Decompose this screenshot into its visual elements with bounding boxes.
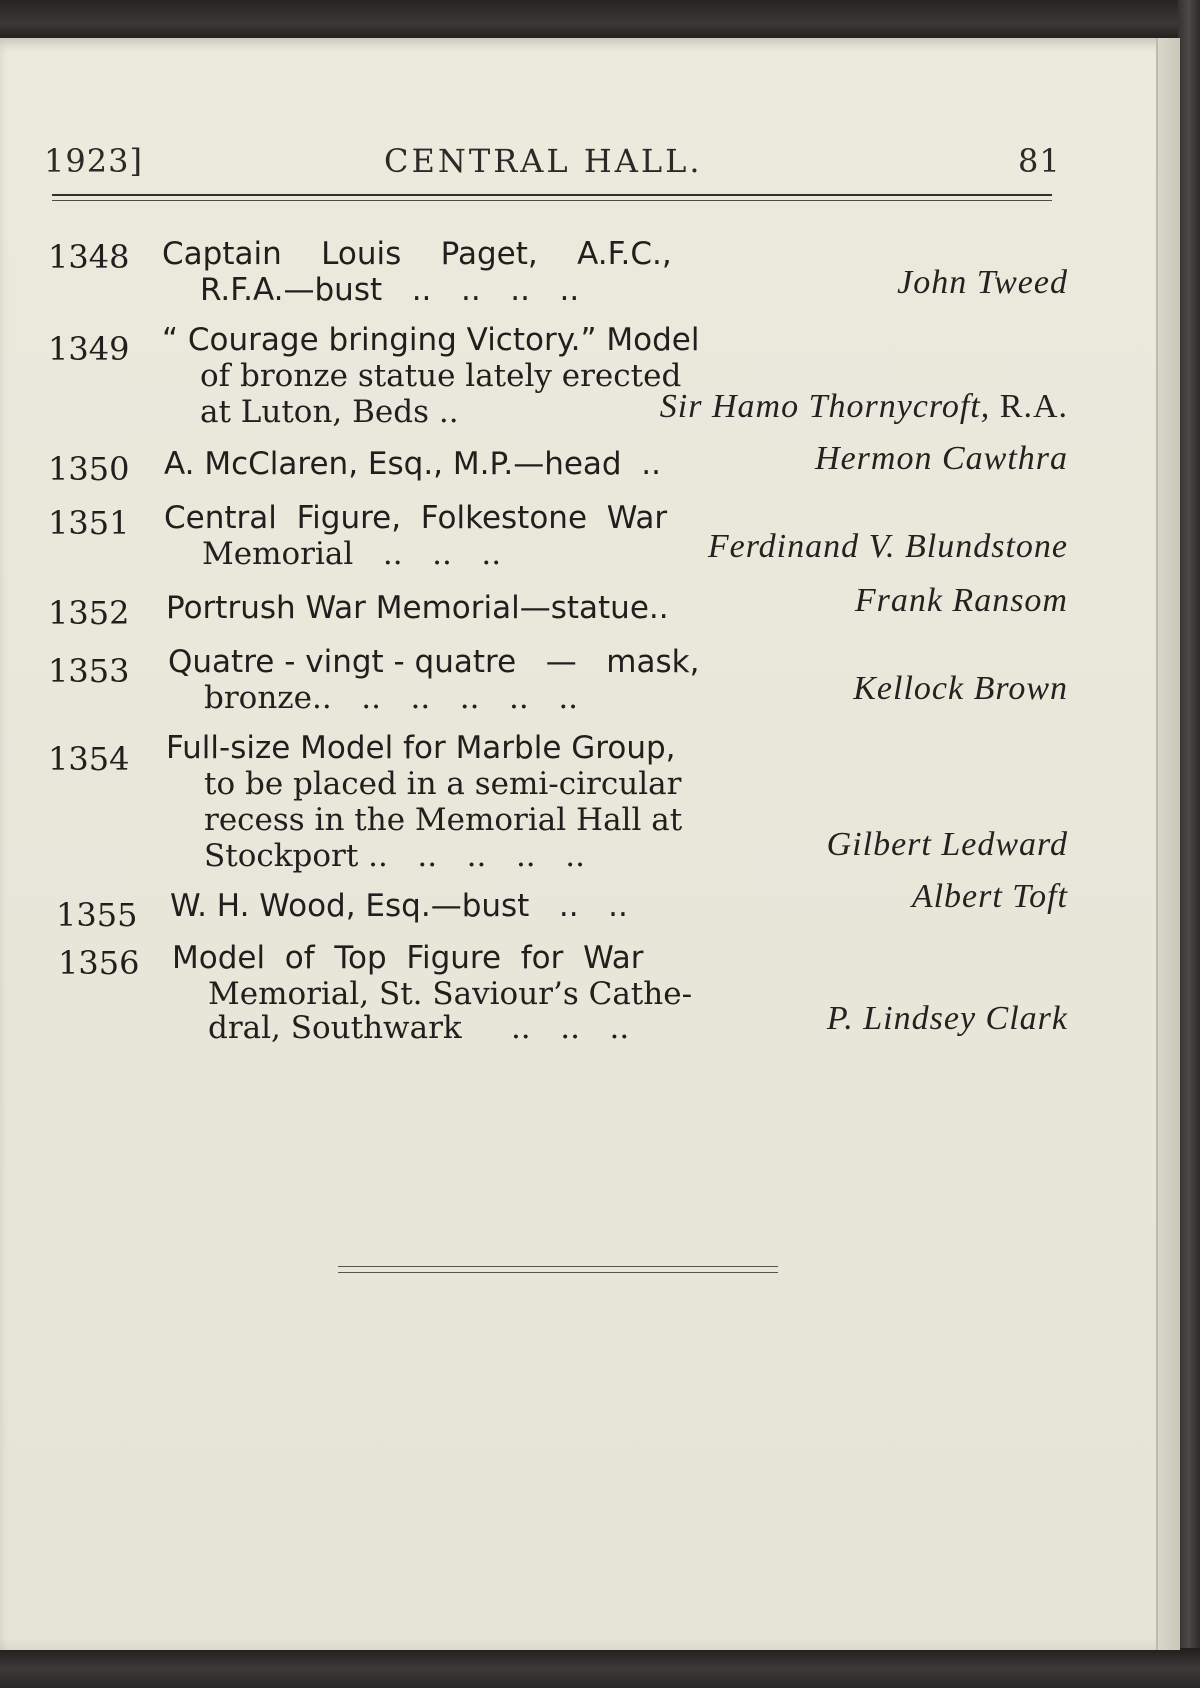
artist-name: Frank Ransom xyxy=(854,582,1068,619)
catalogue-number: 1353 xyxy=(48,652,130,690)
artist-name: P. Lindsey Clark xyxy=(826,1000,1068,1037)
catalogue-number: 1355 xyxy=(56,896,138,934)
artist-name: Kellock Brown xyxy=(853,670,1068,707)
entry-title-line: to be placed in a semi-circular xyxy=(204,766,682,802)
artist-name: John Tweed xyxy=(897,264,1068,301)
entry-title-line: Quatre - vingt - quatre — mask, xyxy=(168,644,700,680)
entry-title-line: bronze.. .. .. .. .. .. xyxy=(204,680,579,716)
entry-title-line: “ Courage bringing Victory.” Model xyxy=(162,322,700,358)
entry-title-line: Memorial, St. Saviour’s Cathe- xyxy=(208,976,693,1012)
entry-title-line: Central Figure, Folkestone War xyxy=(164,500,668,536)
entry-title-line: Model of Top Figure for War xyxy=(172,940,644,976)
header-rule-top xyxy=(52,194,1052,196)
artist-name: Sir Hamo Thornycroft, R.A. xyxy=(659,388,1068,425)
closing-rule-top xyxy=(338,1266,778,1267)
closing-rule-bottom xyxy=(338,1272,778,1273)
catalogue-number: 1351 xyxy=(48,504,130,542)
scan-frame-right xyxy=(1178,0,1200,1688)
catalogue-number: 1349 xyxy=(48,330,130,368)
catalogue-number: 1350 xyxy=(48,450,130,488)
catalogue-number: 1354 xyxy=(48,740,130,778)
entry-title-line: W. H. Wood, Esq.—bust .. .. xyxy=(170,888,628,924)
catalogue-number: 1348 xyxy=(48,238,130,276)
entry-title-line: A. McClaren, Esq., M.P.—head .. xyxy=(164,446,662,482)
entry-title-line: R.F.A.—bust .. .. .. .. xyxy=(200,272,580,308)
entry-title-line: dral, Southwark .. .. .. xyxy=(208,1010,630,1046)
entry-title-line: Full-size Model for Marble Group, xyxy=(166,730,676,766)
entry-title-line: recess in the Memorial Hall at xyxy=(204,802,683,838)
artist-name: Hermon Cawthra xyxy=(815,440,1068,477)
scan-frame-top xyxy=(0,0,1200,40)
artist-name: Albert Toft xyxy=(911,878,1068,915)
entry-title-line: of bronze statue lately erected xyxy=(200,358,682,394)
artist-name: Gilbert Ledward xyxy=(826,826,1068,863)
entry-title-line: Stockport .. .. .. .. .. xyxy=(204,838,585,874)
page-number: 81 xyxy=(1018,142,1061,180)
scan-frame-bottom xyxy=(0,1648,1200,1688)
entry-title-line: at Luton, Beds .. xyxy=(200,394,459,430)
entry-title-line: Captain Louis Paget, A.F.C., xyxy=(162,236,672,272)
catalogue-number: 1356 xyxy=(58,944,140,982)
catalogue-number: 1352 xyxy=(48,594,130,632)
running-head-year: 1923] xyxy=(44,142,143,180)
entry-title-line: Portrush War Memorial—statue.. xyxy=(166,590,669,626)
header-rule-bottom xyxy=(52,200,1052,201)
page-edge xyxy=(1156,38,1180,1650)
entry-title-line: Memorial .. .. .. xyxy=(202,536,502,572)
running-head-title: CENTRAL HALL. xyxy=(384,142,703,180)
artist-name: Ferdinand V. Blundstone xyxy=(707,528,1068,565)
